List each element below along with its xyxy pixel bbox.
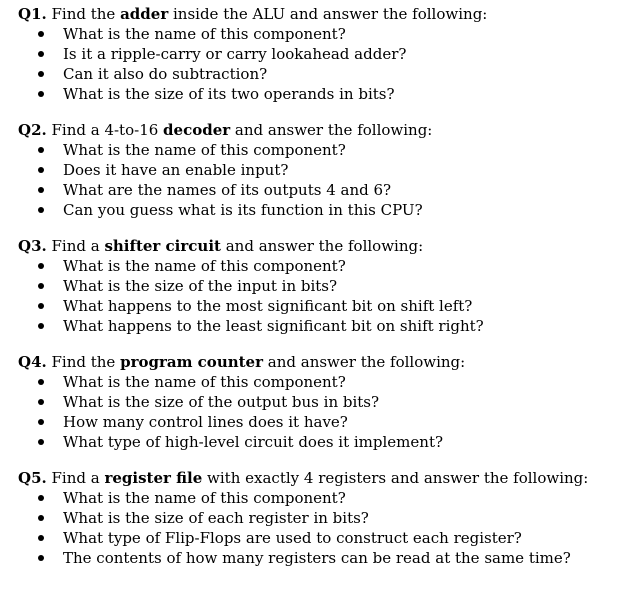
question-items [18, 256, 623, 336]
question-text-post: and answer the following: [263, 353, 466, 371]
bullet-icon [38, 495, 44, 501]
list-item-text: What is the size of its two operands in bits? [63, 85, 395, 103]
bullet-icon [38, 51, 44, 57]
list-item-text: What is the size of the output bus in bits? [63, 393, 380, 411]
question-3 [18, 236, 623, 336]
question-text-pre: Find a [46, 237, 105, 255]
list-item-text: Can you guess what is its function in this CPU? [63, 201, 423, 219]
bullet-icon [38, 207, 44, 213]
question-items [18, 372, 623, 452]
list-item [38, 412, 623, 432]
question-text-pre: Find a 4-to-16 [46, 121, 164, 139]
bullet-icon [38, 399, 44, 405]
list-item-text: What is the name of this component? [63, 141, 346, 159]
question-items [18, 488, 623, 568]
list-item-text: What is the size of the input in bits? [63, 277, 338, 295]
list-item [38, 488, 623, 508]
question-keyword: register file [104, 469, 203, 487]
question-number: Q1. [18, 5, 47, 23]
list-item [38, 508, 623, 528]
list-item [38, 296, 623, 316]
bullet-icon [38, 91, 44, 97]
list-item [38, 528, 623, 548]
list-item [38, 160, 623, 180]
list-item [38, 372, 623, 392]
bullet-icon [38, 419, 44, 425]
list-item-text: What type of Flip-Flops are used to construct each register? [63, 529, 522, 547]
question-2 [18, 120, 623, 220]
list-item [38, 140, 623, 160]
bullet-icon [38, 555, 44, 561]
question-text-post: inside the ALU and answer the following: [168, 5, 488, 23]
question-5 [18, 468, 623, 568]
question-keyword: program counter [120, 353, 264, 371]
question-keyword: shifter circuit [104, 237, 221, 255]
bullet-icon [38, 263, 44, 269]
question-title [18, 4, 623, 24]
bullet-icon [38, 439, 44, 445]
list-item [38, 24, 623, 44]
list-item [38, 392, 623, 412]
bullet-icon [38, 147, 44, 153]
list-item [38, 200, 623, 220]
list-item [38, 256, 623, 276]
list-item [38, 180, 623, 200]
question-text-post: and answer the following: [220, 237, 424, 255]
question-1 [18, 4, 623, 104]
bullet-icon [38, 167, 44, 173]
list-item-text: How many control lines does it have? [63, 413, 348, 431]
bullet-icon [38, 283, 44, 289]
list-item [38, 84, 623, 104]
list-item [38, 548, 623, 568]
question-title [18, 236, 623, 256]
question-title [18, 468, 623, 488]
list-item-text: What is the size of each register in bits? [63, 509, 369, 527]
bullet-icon [38, 515, 44, 521]
question-4 [18, 352, 623, 452]
question-number: Q3. [18, 237, 47, 255]
question-text-post: and answer the following: [230, 121, 433, 139]
list-item-text: What type of high-level circuit does it implement? [63, 433, 444, 451]
list-item [38, 276, 623, 296]
bullet-icon [38, 323, 44, 329]
list-item [38, 432, 623, 452]
bullet-icon [38, 187, 44, 193]
list-item [38, 44, 623, 64]
list-item-text: Can it also do subtraction? [63, 65, 268, 83]
bullet-icon [38, 535, 44, 541]
question-text-pre: Find a [46, 469, 105, 487]
question-number: Q4. [18, 353, 47, 371]
question-items [18, 24, 623, 104]
question-title [18, 352, 623, 372]
question-items [18, 140, 623, 220]
list-item-text: What is the name of this component? [63, 373, 346, 391]
list-item-text: What is the name of this component? [63, 25, 346, 43]
list-item-text: Does it have an enable input? [63, 161, 289, 179]
list-item-text: What are the names of its outputs 4 and 6? [63, 181, 392, 199]
list-item-text: The contents of how many registers can be read at the same time? [63, 549, 571, 567]
question-keyword: adder [120, 5, 169, 23]
question-text-post: with exactly 4 registers and answer the following: [202, 469, 589, 487]
list-item-text: What is the name of this component? [63, 257, 346, 275]
question-number: Q5. [18, 469, 47, 487]
question-text-pre: Find the [46, 5, 121, 23]
list-item-text: What happens to the least significant bit on shift right? [63, 317, 484, 335]
bullet-icon [38, 303, 44, 309]
bullet-icon [38, 71, 44, 77]
list-item-text: Is it a ripple-carry or carry lookahead adder? [63, 45, 407, 63]
list-item-text: What is the name of this component? [63, 489, 346, 507]
list-item-text: What happens to the most significant bit on shift left? [63, 297, 473, 315]
list-item [38, 316, 623, 336]
question-title [18, 120, 623, 140]
bullet-icon [38, 31, 44, 37]
question-text-pre: Find the [46, 353, 121, 371]
question-keyword: decoder [163, 121, 231, 139]
question-number: Q2. [18, 121, 47, 139]
bullet-icon [38, 379, 44, 385]
list-item [38, 64, 623, 84]
